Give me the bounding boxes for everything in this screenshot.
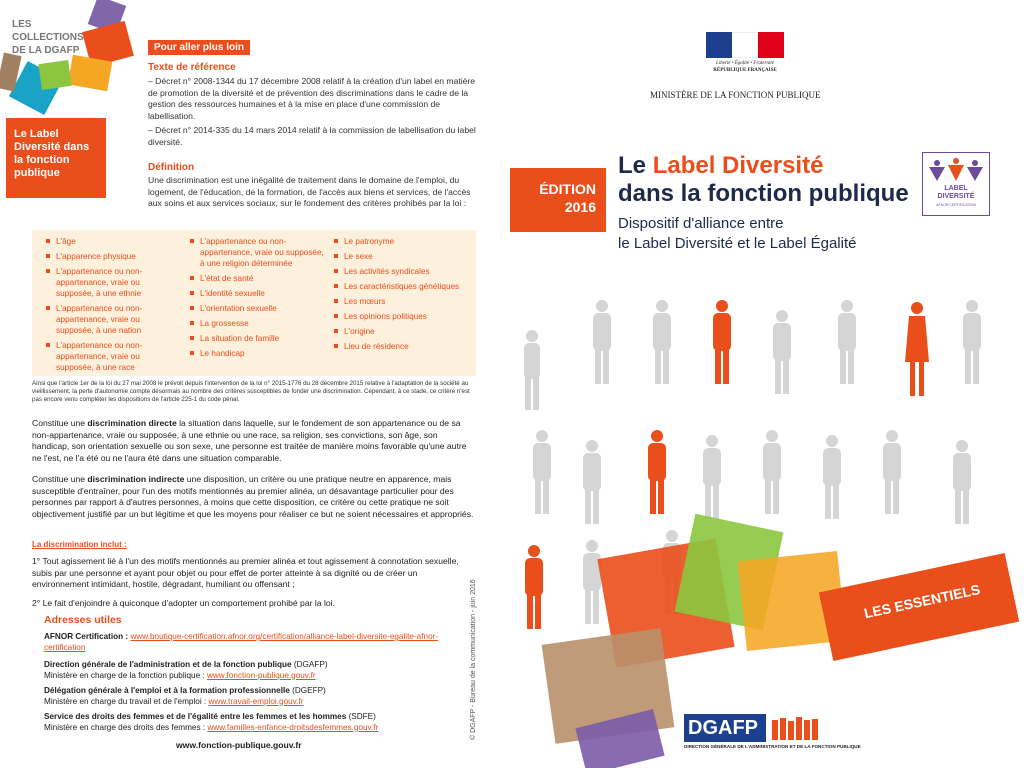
definition-text: Une discrimination est une inégalité de traitement dans le domaine de l'emploi, du logement, de l'éducation, de la formation, de l'accès aux biens et services, de l'accès aux soins et aux services sociaux, sur le fondement des critères prohibés par la loi :: [148, 175, 471, 209]
les-essentiels-banner: LES ESSENTIELS: [819, 553, 1019, 661]
criteria-item: Le sexe: [334, 251, 464, 262]
dgefp-link[interactable]: www.travail-emploi.gouv.fr: [208, 696, 304, 706]
inclut-item-2: 2° Le fait d'enjoindre à quiconque d'adopter un comportement prohibé par la loi.: [32, 598, 335, 608]
criteria-item: L'origine: [334, 326, 464, 337]
criteria-item: Les mœurs: [334, 296, 464, 307]
adresses-utiles-title: Adresses utiles: [44, 614, 122, 626]
address-abbr: (SDFE): [346, 712, 376, 721]
republique-flag-logo: [706, 32, 784, 58]
republique-name: RÉPUBLIQUE FRANÇAISE: [713, 68, 777, 73]
republique-text: [700, 60, 790, 74]
subtitle-line1: Dispositif d'alliance entre: [618, 215, 784, 232]
definition-title: Définition: [148, 162, 195, 173]
para-text: Constitue une: [32, 474, 88, 484]
address-ministry: Ministère en charge du travail et de l'emploi :: [44, 696, 209, 706]
criteria-item: La grossesse: [190, 318, 325, 329]
title-le: Le: [618, 152, 653, 179]
address-abbr: (DGEFP): [289, 686, 326, 695]
para-bold: discrimination indirecte: [87, 474, 185, 484]
discrimination-indirecte-paragraph: [32, 474, 476, 520]
edition-label: ÉDITION: [539, 181, 596, 197]
republique-motto: Liberté • Égalité • Fraternité: [716, 61, 774, 66]
reference-2: – Décret n° 2014-335 du 14 mars 2014 relatif à la commission de labellisation du label diversité.: [148, 125, 476, 147]
criteria-item: Les opinions politiques: [334, 311, 464, 322]
credit-vertical: © DGAFP - Bureau de la communication - juin 2016: [470, 579, 477, 740]
left-panel-title: Le Label Diversité dans la fonction publique: [6, 118, 106, 198]
criteria-item: Les caractéristiques génétiques: [334, 281, 464, 292]
criteria-item: Les activités syndicales: [334, 266, 464, 277]
address-org: AFNOR Certification :: [44, 632, 131, 641]
criteria-item: La situation de famille: [190, 333, 325, 344]
label-diversite-logo: [922, 152, 990, 216]
address-afnor: [44, 632, 474, 653]
label-logo-l2: DIVERSITÉ: [937, 193, 975, 200]
decor-shape-green: [38, 60, 71, 90]
criteria-item: L'appartenance ou non-appartenance, vraie ou supposée, à une nation: [46, 303, 176, 336]
texte-reference-title: Texte de référence: [148, 62, 236, 73]
title-accent: Label Diversité: [652, 152, 824, 179]
label-logo-text: [923, 185, 989, 201]
discrimination-directe-paragraph: [32, 418, 476, 464]
references-block: [148, 76, 476, 152]
edition-year: 2016: [564, 199, 596, 215]
criteria-item: L'appartenance ou non-appartenance, vraie ou supposée, à une religion déterminée: [190, 236, 325, 269]
criteria-item: L'âge: [46, 236, 176, 247]
address-ministry: Ministère en charge des droits des femmes :: [44, 722, 208, 732]
vieillissement-note: Ainsi que l'article 1er de la loi du 27 mai 2008 le prévoit depuis l'intervention de la loi n° 2015-1776 du 28 décembre 2015 relative à l'adaptation de la société au vieillissement, la perte d'autonomie compte désormais au nombre des critères susceptibles de fonder une discrimination. Cependant, à ce stade, ce critère n'est pas encore venu compléter les dispositions de l'article 225-1 du code pénal.: [32, 380, 470, 403]
dgafp-people-icon: [770, 714, 822, 742]
edition-badge: [510, 168, 606, 232]
criteria-item: L'apparence physique: [46, 251, 176, 262]
pour-aller-plus-loin-badge: Pour aller plus loin: [148, 40, 250, 55]
decor-shape-yellow: [68, 55, 113, 91]
criteria-column-3: [334, 236, 464, 356]
discrimination-inclut-title: La discrimination inclut :: [32, 540, 127, 549]
address-org: Délégation générale à l'emploi et à la formation professionnelle: [44, 686, 290, 695]
subtitle: [618, 214, 856, 254]
ministere-title: MINISTÈRE DE LA FONCTION PUBLIQUE: [650, 90, 821, 100]
criteria-item: L'état de santé: [190, 273, 325, 284]
address-abbr: (DGAFP): [291, 660, 328, 669]
label-logo-l1: LABEL: [944, 185, 968, 192]
address-dgefp: [44, 686, 474, 707]
para-bold: discrimination directe: [87, 418, 177, 428]
dgafp-logo: DGAFP: [684, 714, 766, 742]
criteria-item: Le patronyme: [334, 236, 464, 247]
address-org: Service des droits des femmes et de l'égalité entre les femmes et les hommes: [44, 712, 347, 721]
label-logo-small: AFNOR CERTIFICATION: [936, 203, 976, 207]
criteria-item: L'identité sexuelle: [190, 288, 325, 299]
criteria-item: L'appartenance ou non-appartenance, vraie ou supposée, à une race: [46, 340, 176, 373]
main-title: [618, 152, 909, 208]
para-text: la situation dans laquelle, sur le fondement de son appartenance ou de sa non-appartenance, vraie ou supposée, à une ethnie ou une race, sa religion, ses convictions, son âge, son handicap, son orientation sexuelle ou son sexe, une personne est traitée de manière moins favorable qu'une autre ne l'est, ne l'a été ou ne l'aura été dans une situation comparable.: [32, 418, 467, 463]
criteria-column-1: [46, 236, 176, 377]
criteria-item: Lieu de résidence: [334, 341, 464, 352]
criteria-box: [32, 230, 476, 376]
address-dgafp: [44, 660, 474, 681]
criteria-column-2: [190, 236, 325, 363]
para-text: une disposition, un critère ou une pratique neutre en apparence, mais susceptible d'entraîner, pour l'un des motifs mentionnés au premier alinéa, un désavantage particulier pour des personnes par rapport à d'autres personnes, à moins que cette disposition, ce critère ou cette pratique ne soit objectivement justifié par un but légitime et que les moyens pour réaliser ce but ne soient nécessaires et appropriés.: [32, 474, 474, 519]
subtitle-line2: le Label Diversité et le Label Égalité: [618, 235, 857, 252]
sdfe-link[interactable]: www.familles-enfance-droitsdesfemmes.gouv.fr: [207, 722, 379, 732]
criteria-item: L'appartenance ou non-appartenance, vraie ou supposée, à une ethnie: [46, 266, 176, 299]
para-text: Constitue une: [32, 418, 88, 428]
afnor-link[interactable]: www.boutique-certification.afnor.org/certification/alliance-label-diversite-egalite-afnor-certification: [44, 632, 439, 652]
title-line2: dans la fonction publique: [618, 180, 909, 207]
dgafp-link[interactable]: www.fonction-publique.gouv.fr: [206, 670, 316, 680]
reference-1: – Décret n° 2008-1344 du 17 décembre 2008 relatif à la création d'un label en matière de promotion de la diversité et de prévention des discriminations dans le cadre de la gestion des ressources humaines et à la mise en place d'une commission de labellisation.: [148, 76, 476, 121]
address-sdfe: [44, 712, 474, 733]
address-ministry: Ministère en charge de la fonction publique :: [44, 670, 207, 680]
criteria-item: L'orientation sexuelle: [190, 303, 325, 314]
address-org: Direction générale de l'administration et de la fonction publique: [44, 660, 292, 669]
website-footer[interactable]: www.fonction-publique.gouv.fr: [176, 740, 302, 750]
criteria-item: Le handicap: [190, 348, 325, 359]
collections-label: LES COLLECTIONS DE LA DGAFP: [12, 19, 84, 56]
inclut-item-1: 1° Tout agissement lié à l'un des motifs mentionnés au premier alinéa et tout agissement à connotation sexuelle, subis par une personne et ayant pour objet ou pour effet de porter atteinte à sa dignité ou de créer un environnement intimidant, hostile, dégradant, humiliant ou offensant ;: [32, 556, 459, 590]
label-people-icon: [923, 155, 989, 185]
dgafp-subtitle: DIRECTION GÉNÉRALE DE L'ADMINISTRATION ET DE LA FONCTION PUBLIQUE: [684, 744, 861, 749]
